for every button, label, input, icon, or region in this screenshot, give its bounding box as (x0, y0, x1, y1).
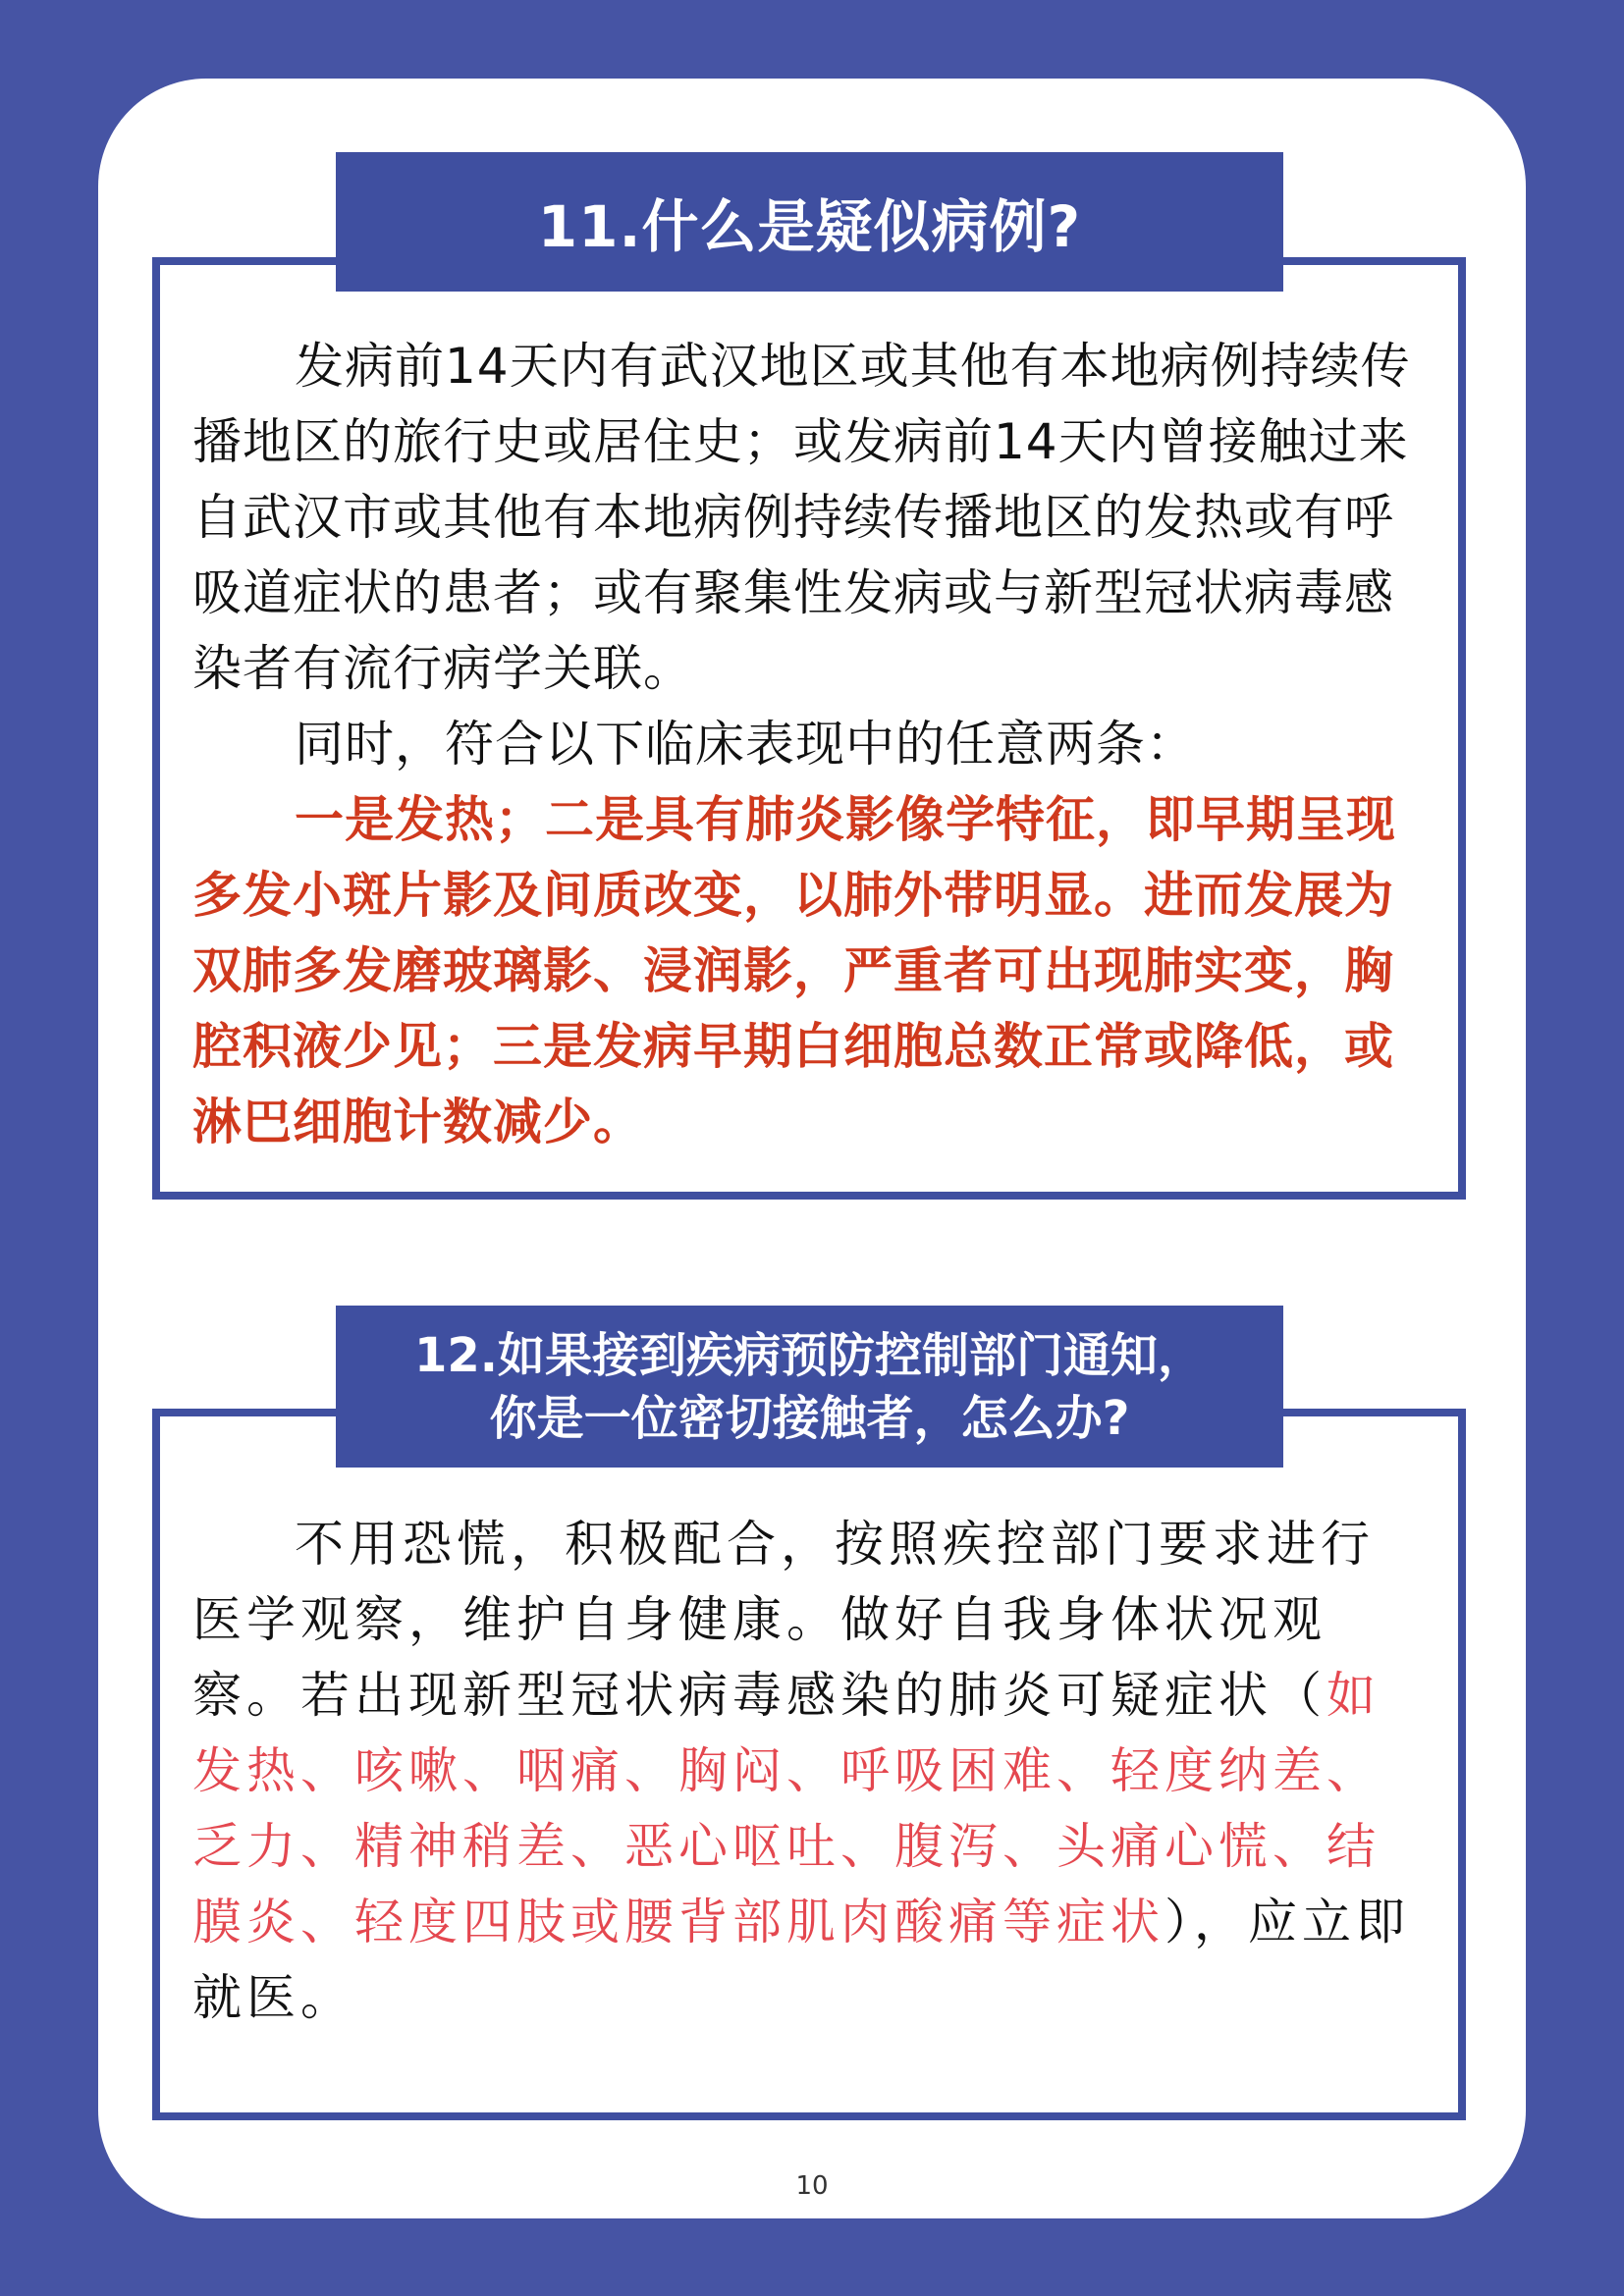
section-1-paragraph-1: 发病前14天内有武汉地区或其他有本地病例持续传播地区的旅行史或居住史；或发病前14天内曾接触过来自武汉市或其他有本地病例持续传播地区的发热或有呼吸道症状的患者；或有聚集性发病或与新型冠状病毒感染者有流行病学关联。 (192, 338, 1411, 697)
section-2-intro-text: 不用恐慌，积极配合，按照疾控部门要求进行医学观察，维护自身健康。做好自我身体状况观察。若出现新型冠状病毒感染的肺炎可疑症状 (192, 1516, 1375, 1724)
section-1-header (336, 152, 1283, 292)
section-2-symptoms-text: 如发热、咳嗽、咽痛、胸闷、呼吸困难、轻度纳差、乏力、精神稍差、恶心呕吐、腹泻、头痛心慌、结膜炎、轻度四肢或腰背部肌肉酸痛等症状 (192, 1667, 1380, 1950)
section-2-closing-text: ），应立即就医。 (192, 1894, 1410, 2026)
page-number: 10 (795, 2171, 829, 2201)
section-2-title-line-2: 你是一位密切接触者，怎么办? (489, 1390, 1130, 1446)
section-2-header (336, 1306, 1283, 1468)
section-1-title: 11.什么是疑似病例? (537, 193, 1082, 260)
section-1-paragraph-criteria: 一是发热；二是具有肺炎影像学特征，即早期呈现多发小斑片影及间质改变，以肺外带明显。进而发展为双肺多发磨玻璃影、浸润影，严重者可出现肺实变，胸腔积液少见；三是发病早期白细胞总数正常或降低，或淋巴细胞计数减少。 (192, 791, 1396, 1150)
section-1-body (192, 329, 1426, 1160)
section-2-open-paren: （ (1272, 1667, 1326, 1724)
section-2-title-line-1: 12.如果接到疾病预防控制部门通知， (413, 1327, 1206, 1383)
section-2-body (192, 1507, 1426, 2036)
section-1-paragraph-2: 同时，符合以下临床表现中的任意两条： (295, 716, 1196, 773)
section-2-paragraph (192, 1507, 1426, 2036)
